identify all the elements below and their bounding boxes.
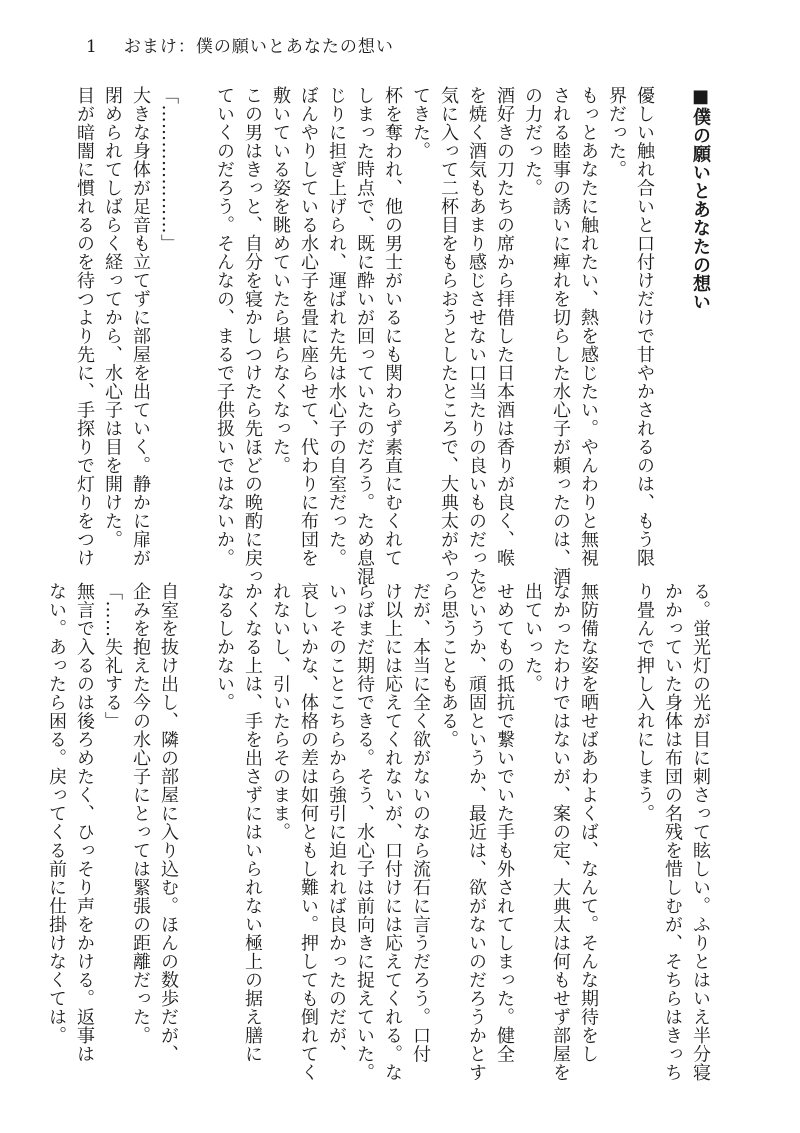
chapter-title	[686, 86, 714, 542]
text-line: り畳んで押し入れにしまう。	[634, 582, 655, 823]
text-line: 自室を抜け出し、隣の部屋に入り込む。ほんの数歩だが、	[158, 582, 179, 1063]
text-line: ない。あったら困る。戻ってくる前に仕掛けなくては。	[46, 582, 67, 1045]
text-line: この男はきっと、自分を寝かしつけたら先ほどの晩酌に戻っ	[242, 86, 263, 586]
text-line: かかっていた身体は布団の名残を惜しむが、そちらはきっち	[662, 582, 683, 1082]
text-line: 敷いている姿を眺めていたら堪らなくなった。	[270, 86, 291, 475]
text-line: 無言で入るのは後ろめたく、ひっそり声をかける。返事は	[74, 582, 95, 1063]
text-line: れないし、引いたらそのまま。	[270, 582, 291, 841]
text-line: いっそのことこちらから強引に迫れれば良かったのだが、	[326, 582, 347, 1063]
text-line: じりに担ぎ上げられ、運ばれた先は水心子の自室だった。	[326, 86, 347, 567]
text-line	[182, 86, 210, 542]
text-line: 界だった。	[606, 86, 627, 179]
text-line: なるしかない。	[214, 582, 235, 712]
text-line: もっとあなたに触れたい、熱を感じたい。やんわりと無視	[578, 86, 599, 567]
text-line: 出ていった。	[522, 582, 543, 693]
page-number: 1	[86, 37, 98, 57]
text-line: 哀しいかな、体格の差は如何ともし難い。押しても倒れてく	[298, 582, 319, 1082]
title-mark: ■	[690, 86, 711, 108]
text-line: ていくのだろう。そんなの、まるで子供扱いではないか。	[214, 86, 235, 567]
text-line: てきた。	[410, 86, 431, 160]
text-line: 優しい触れ合いと口付けだけで甘やかされるのは、もう限	[634, 86, 655, 567]
text-line: 気に入って二杯目をもらおうとしたところで、大典太がやっ	[438, 86, 459, 586]
text-line: せめてもの抵抗で繋いでいた手も外されてしまった。健全	[494, 582, 515, 1063]
text-line: 「……失礼する」	[102, 582, 123, 730]
title-text: 僕の願いとあなたの想い	[690, 107, 711, 311]
page-header	[86, 32, 394, 57]
text-line: 閉められてしばらく経ってから、水心子は目を開けた。	[102, 86, 123, 549]
text-line: というか、頑固というか、最近は、欲がないのだろうかとす	[466, 582, 487, 1082]
text-block-bottom	[46, 582, 714, 1082]
title-spacer	[658, 86, 686, 542]
text-line: 無防備な姿を晒せばあわよくば、なんて。そんな期待をし	[578, 582, 599, 1063]
text-line: 酒好きの刀たちの席から拝借した日本酒は香りが良く、喉	[494, 86, 515, 567]
text-line	[182, 582, 210, 1058]
text-line: 目が暗闇に慣れるのを待つより先に、手探りで灯りをつけ	[74, 86, 95, 567]
text-line: なかったわけではないが、案の定、大典太は何もせず部屋を	[550, 582, 571, 1082]
running-title: おまけ：僕の願いとあなたの想い	[123, 37, 394, 57]
text-line: け以上には応えてくれないが、口付けには応えてくれる。な	[382, 582, 403, 1082]
text-line: かくなる上は、手を出さずにはいられない極上の据え膳に	[242, 582, 263, 1063]
text-line: 大きな身体が足音も立てずに部屋を出ていく。静かに扉が	[130, 86, 151, 567]
text-block-top	[74, 86, 714, 604]
text-line: 企みを抱えた今の水心子にとっては緊張の距離だった。	[130, 582, 151, 1045]
text-line: の力だった。	[522, 86, 543, 197]
text-line: だが、本当に全く欲がないのなら流石に言うだろう。口付	[410, 582, 431, 1063]
text-line: らばまだ期待できる。そう、水心子は前向きに捉えていた。	[354, 582, 375, 1082]
text-line	[602, 582, 630, 1058]
text-line: る。蛍光灯の光が目に刺さって眩しい。ふりとはいえ半分寝	[690, 582, 711, 1082]
text-line: ぼんやりしている水心子を畳に座らせて、代わりに布団を	[298, 86, 319, 567]
text-line: 「…………………」	[158, 86, 179, 253]
text-line: 杯を奪われ、他の男士がいるにも関わらず素直にむくれて	[382, 86, 403, 567]
text-line: を焼く酒気もあまり感じさせない口当たりの良いものだった。	[466, 86, 487, 604]
text-line: される睦事の誘いに痺れを切らした水心子が頼ったのは、酒	[550, 86, 571, 586]
text-line: しまった時点で、既に酔いが回っていたのだろう。ため息混	[354, 86, 375, 586]
text-line: ら思うこともある。	[438, 582, 459, 749]
